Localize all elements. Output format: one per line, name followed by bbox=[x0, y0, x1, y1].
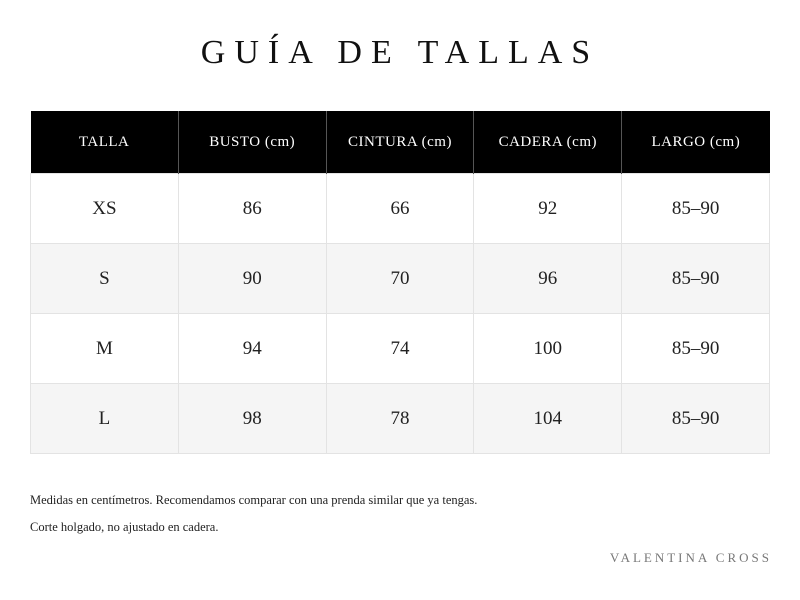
cell-cintura: 70 bbox=[326, 244, 474, 314]
cell-largo: 85–90 bbox=[622, 384, 770, 454]
table-row bbox=[31, 244, 770, 314]
table-row bbox=[31, 384, 770, 454]
cell-cintura: 74 bbox=[326, 314, 474, 384]
cell-talla: M bbox=[31, 314, 179, 384]
measurement-note: Medidas en centímetros. Recomendamos comparar con una prenda similar que ya tengas. bbox=[30, 493, 478, 507]
cell-busto: 90 bbox=[178, 244, 326, 314]
header-cintura: CINTURA (cm) bbox=[326, 111, 474, 174]
cell-cadera: 104 bbox=[474, 384, 622, 454]
page-title: GUÍA DE TALLAS bbox=[200, 34, 600, 71]
table-row bbox=[31, 174, 770, 244]
header-largo: LARGO (cm) bbox=[622, 111, 770, 174]
cell-cadera: 92 bbox=[474, 174, 622, 244]
cell-largo: 85–90 bbox=[622, 174, 770, 244]
cell-talla: S bbox=[31, 244, 179, 314]
brand-name: VALENTINA CROSS bbox=[609, 550, 772, 565]
size-chart-table bbox=[30, 111, 770, 454]
cell-busto: 94 bbox=[178, 314, 326, 384]
cell-talla: XS bbox=[31, 174, 179, 244]
header-cadera: CADERA (cm) bbox=[474, 111, 622, 174]
cell-cadera: 100 bbox=[474, 314, 622, 384]
header-busto: BUSTO (cm) bbox=[178, 111, 326, 174]
header-talla: TALLA bbox=[31, 111, 179, 174]
cell-largo: 85–90 bbox=[622, 244, 770, 314]
cell-largo: 85–90 bbox=[622, 314, 770, 384]
cell-busto: 86 bbox=[178, 174, 326, 244]
cell-busto: 98 bbox=[178, 384, 326, 454]
cell-talla: L bbox=[31, 384, 179, 454]
table-row bbox=[31, 314, 770, 384]
fit-note: Corte holgado, no ajustado en cadera. bbox=[30, 520, 219, 534]
table-header-row bbox=[31, 111, 770, 174]
cell-cadera: 96 bbox=[474, 244, 622, 314]
cell-cintura: 66 bbox=[326, 174, 474, 244]
cell-cintura: 78 bbox=[326, 384, 474, 454]
